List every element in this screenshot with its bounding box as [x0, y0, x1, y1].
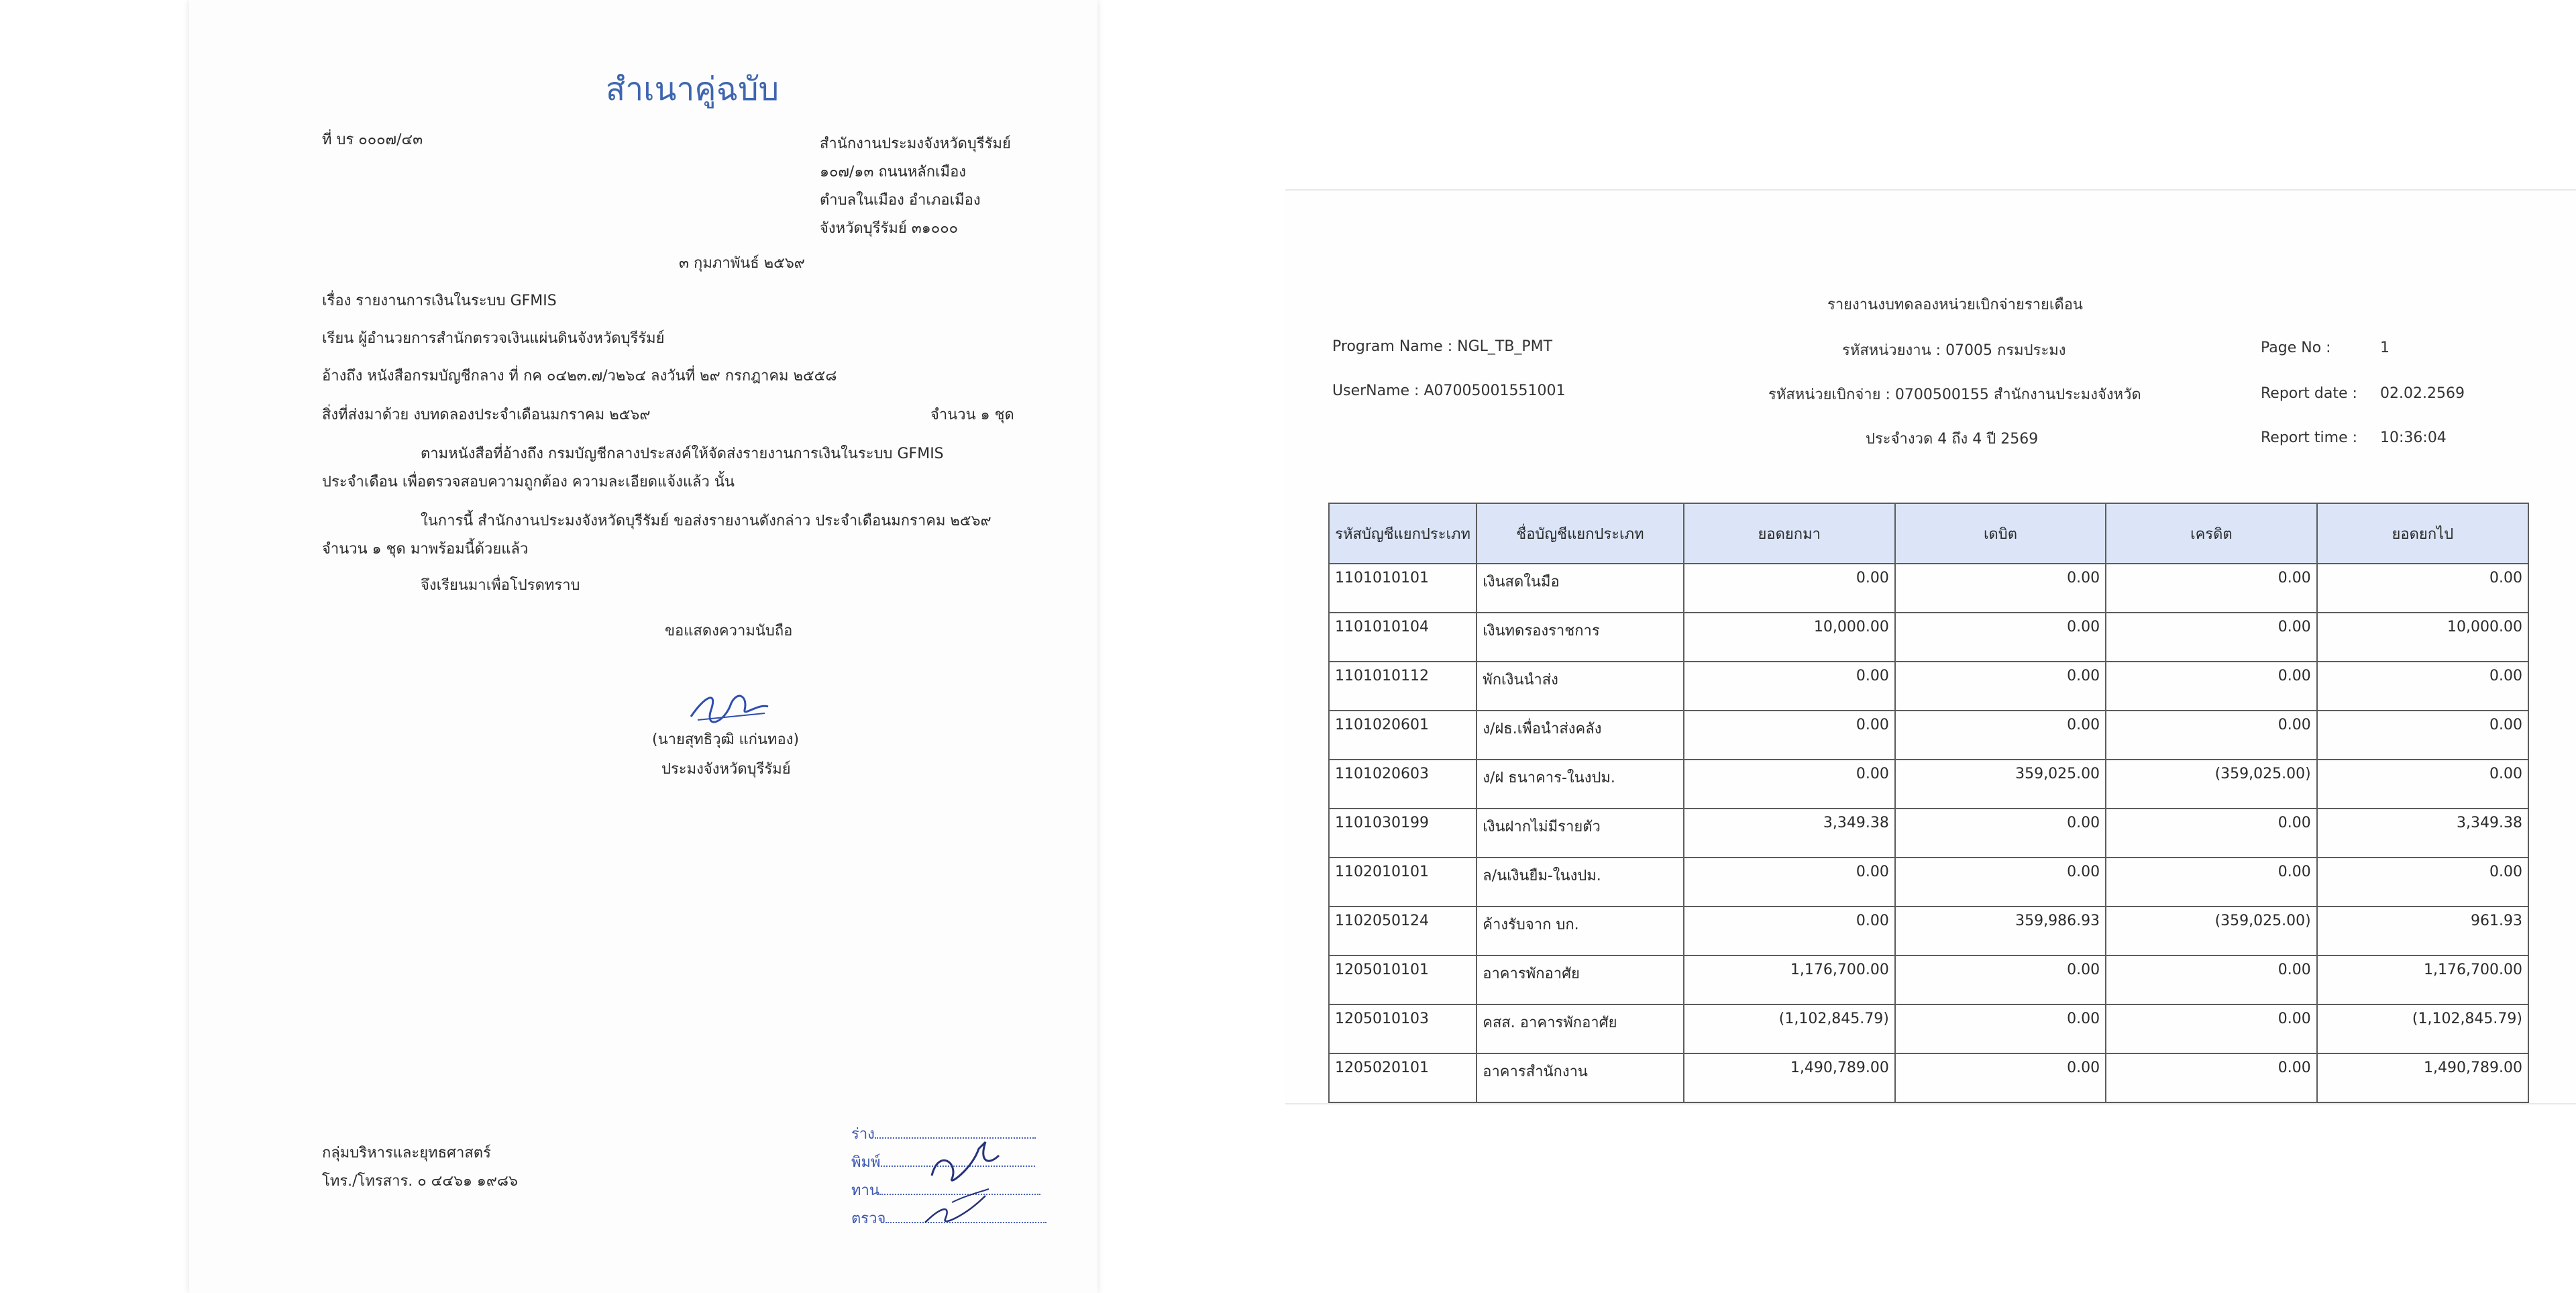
account-code-cell: 1101010104	[1329, 613, 1477, 662]
unit-code: รหัสหน่วยงาน : 07005 กรมประมง	[1842, 342, 2066, 359]
amount-cell: 0.00	[1684, 564, 1895, 613]
amount-cell: 0.00	[2106, 858, 2317, 907]
letter-reference: อ้างถึง หนังสือกรมบัญชีกลาง ที่ กค ๐๔๒๓.๗/ว๒๖๔ ลงวันที่ ๒๙ กรกฎาคม ๒๕๕๘	[322, 368, 837, 384]
mark-label: ทาน	[851, 1182, 879, 1199]
initials-scribble	[912, 1122, 1026, 1236]
copy-stamp-title: สำเนาคู่ฉบับ	[605, 70, 780, 108]
account-code-cell: 1101010112	[1329, 662, 1477, 711]
amount-cell: 0.00	[2106, 711, 2317, 760]
amount-cell: 359,986.93	[1895, 907, 2106, 955]
amount-cell: 961.93	[2317, 907, 2528, 955]
letter-recipient: เรียน ผู้อำนวยการสำนักตรวจเงินแผ่นดินจังหวัดบุรีรัมย์	[322, 330, 665, 347]
table-row	[1329, 760, 2528, 809]
closing: ขอแสดงความนับถือ	[665, 623, 793, 639]
account-name-cell: ง/ฝ ธนาคาร-ในงปม.	[1477, 760, 1683, 809]
paragraph-2-line-2: จำนวน ๑ ชุด มาพร้อมนี้ด้วยแล้ว	[322, 541, 529, 558]
amount-cell: 1,176,700.00	[1684, 955, 1895, 1004]
letter-enclosure: สิ่งที่ส่งมาด้วย งบทดลองประจำเดือนมกราคม ๒๕๖๙	[322, 407, 651, 423]
reference-number: ที่ บร ๐๐๐๗/๔๓	[322, 132, 423, 148]
mark-label: พิมพ์	[851, 1154, 881, 1171]
signer-title: ประมงจังหวัดบุรีรัมย์	[661, 761, 791, 778]
column-header: ยอดยกไป	[2317, 503, 2528, 564]
table-row	[1329, 907, 2528, 955]
amount-cell: 0.00	[1895, 1004, 2106, 1053]
report-time-value: 10:36:04	[2380, 429, 2447, 446]
amount-cell: 0.00	[1895, 711, 2106, 760]
column-header: รหัสบัญชีแยกประเภท	[1329, 503, 1477, 564]
address-line-4: จังหวัดบุรีรัมย์ ๓๑๐๐๐	[820, 220, 959, 237]
amount-cell: (359,025.00)	[2106, 760, 2317, 809]
amount-cell: 10,000.00	[2317, 613, 2528, 662]
account-code-cell: 1205010103	[1329, 1004, 1477, 1053]
disbursement-unit: รหัสหน่วยเบิกจ่าย : 0700500155 สำนักงานประมงจังหวัด	[1768, 386, 2141, 403]
amount-cell: 0.00	[1895, 955, 2106, 1004]
table-row	[1329, 711, 2528, 760]
table-row	[1329, 613, 2528, 662]
address-line-3: ตำบลในเมือง อำเภอเมือง	[820, 192, 981, 209]
page-label: Page No :	[2261, 340, 2331, 356]
table-row	[1329, 1053, 2528, 1102]
table-header-row	[1329, 503, 2528, 564]
table-row	[1329, 662, 2528, 711]
amount-cell: 0.00	[1684, 907, 1895, 955]
report-date-value: 02.02.2569	[2380, 385, 2465, 402]
account-code-cell: 1205010101	[1329, 955, 1477, 1004]
amount-cell: 0.00	[2106, 955, 2317, 1004]
table-row	[1329, 564, 2528, 613]
amount-cell: 10,000.00	[1684, 613, 1895, 662]
amount-cell: 0.00	[1895, 564, 2106, 613]
amount-cell: 1,490,789.00	[2317, 1053, 2528, 1102]
account-name-cell: ค้างรับจาก บก.	[1477, 907, 1683, 955]
amount-cell: 0.00	[1684, 760, 1895, 809]
account-code-cell: 1101010101	[1329, 564, 1477, 613]
amount-cell: 0.00	[2106, 662, 2317, 711]
column-header: ยอดยกมา	[1684, 503, 1895, 564]
letter-page	[189, 0, 1097, 1293]
amount-cell: 0.00	[1684, 858, 1895, 907]
account-code-cell: 1205020101	[1329, 1053, 1477, 1102]
amount-cell: 0.00	[2317, 711, 2528, 760]
account-code-cell: 1102050124	[1329, 907, 1477, 955]
mark-label: ตรวจ	[851, 1210, 886, 1227]
amount-cell: 0.00	[1895, 809, 2106, 858]
amount-cell: 0.00	[2106, 564, 2317, 613]
username: UserName : A07005001551001	[1332, 382, 1566, 399]
account-name-cell: เงินสดในมือ	[1477, 564, 1683, 613]
amount-cell: 1,490,789.00	[1684, 1053, 1895, 1102]
report-period: ประจำงวด 4 ถึง 4 ปี 2569	[1866, 431, 2039, 448]
paragraph-1-line-1: ตามหนังสือที่อ้างถึง กรมบัญชีกลางประสงค์ให้จัดส่งรายงานการเงินในระบบ GFMIS	[421, 446, 944, 462]
table-row	[1329, 1004, 2528, 1053]
paragraph-3: จึงเรียนมาเพื่อโปรดทราบ	[421, 577, 580, 594]
table-row	[1329, 858, 2528, 907]
amount-cell: 3,349.38	[2317, 809, 2528, 858]
amount-cell: (1,102,845.79)	[1684, 1004, 1895, 1053]
amount-cell: 0.00	[1895, 858, 2106, 907]
account-code-cell: 1101020603	[1329, 760, 1477, 809]
amount-cell: 0.00	[2106, 1053, 2317, 1102]
phone-fax: โทร./โทรสาร. ๐ ๔๔๖๑ ๑๙๘๖	[322, 1173, 518, 1190]
account-name-cell: คสส. อาคารพักอาศัย	[1477, 1004, 1683, 1053]
paragraph-2-line-1: ในการนี้ สำนักงานประมงจังหวัดบุรีรัมย์ ขอส่งรายงานดังกล่าว ประจำเดือนมกราคม ๒๕๖๙	[421, 513, 991, 529]
page-value: 1	[2380, 340, 2390, 356]
amount-cell: 0.00	[1895, 662, 2106, 711]
amount-cell: 0.00	[1895, 613, 2106, 662]
approval-marks	[851, 1122, 1046, 1235]
account-name-cell: เงินทดรองราชการ	[1477, 613, 1683, 662]
account-name-cell: อาคารพักอาศัย	[1477, 955, 1683, 1004]
enclosure-quantity: จำนวน ๑ ชุด	[930, 407, 1014, 423]
amount-cell: 3,349.38	[1684, 809, 1895, 858]
amount-cell: 0.00	[2317, 760, 2528, 809]
account-code-cell: 1102010101	[1329, 858, 1477, 907]
report-title: รายงานงบทดลองหน่วยเบิกจ่ายรายเดือน	[1827, 297, 2083, 313]
amount-cell: 0.00	[2317, 564, 2528, 613]
column-header: ชื่อบัญชีแยกประเภท	[1477, 503, 1683, 564]
signature-image	[684, 683, 778, 730]
report-page	[1285, 189, 2576, 1104]
letter-subject: เรื่อง รายงานการเงินในระบบ GFMIS	[322, 293, 557, 309]
column-header: เดบิต	[1895, 503, 2106, 564]
report-date-label: Report date :	[2261, 385, 2357, 402]
amount-cell: (1,102,845.79)	[2317, 1004, 2528, 1053]
account-name-cell: พักเงินนำส่ง	[1477, 662, 1683, 711]
amount-cell: 0.00	[2317, 662, 2528, 711]
amount-cell: 0.00	[2106, 613, 2317, 662]
amount-cell: 0.00	[1895, 1053, 2106, 1102]
amount-cell: 359,025.00	[1895, 760, 2106, 809]
amount-cell: (359,025.00)	[2106, 907, 2317, 955]
amount-cell: 0.00	[1684, 662, 1895, 711]
program-name: Program Name : NGL_TB_PMT	[1332, 338, 1553, 355]
trial-balance-table	[1328, 503, 2529, 1103]
table-row	[1329, 955, 2528, 1004]
report-time-label: Report time :	[2261, 429, 2358, 446]
signer-name: (นายสุทธิวุฒิ แก่นทอง)	[652, 731, 800, 748]
column-header: เครดิต	[2106, 503, 2317, 564]
account-name-cell: เงินฝากไม่มีรายตัว	[1477, 809, 1683, 858]
account-name-cell: ง/ฝธ.เพื่อนำส่งคลัง	[1477, 711, 1683, 760]
account-name-cell: อาคารสำนักงาน	[1477, 1053, 1683, 1102]
address-line-2: ๑๐๗/๑๓ ถนนหลักเมือง	[820, 164, 967, 180]
amount-cell: 0.00	[2106, 809, 2317, 858]
amount-cell: 1,176,700.00	[2317, 955, 2528, 1004]
mark-label: ร่าง	[851, 1126, 875, 1143]
amount-cell: 0.00	[2317, 858, 2528, 907]
amount-cell: 0.00	[1684, 711, 1895, 760]
paragraph-1-line-2: ประจำเดือน เพื่อตรวจสอบความถูกต้อง ความละเอียดแจ้งแล้ว นั้น	[322, 474, 735, 490]
account-code-cell: 1101030199	[1329, 809, 1477, 858]
department: กลุ่มบริหารและยุทธศาสตร์	[322, 1145, 491, 1161]
amount-cell: 0.00	[2106, 1004, 2317, 1053]
account-name-cell: ล/นเงินยืม-ในงปม.	[1477, 858, 1683, 907]
address-line-1: สำนักงานประมงจังหวัดบุรีรัมย์	[820, 136, 1011, 152]
table-row	[1329, 809, 2528, 858]
account-code-cell: 1101020601	[1329, 711, 1477, 760]
letter-date: ๓ กุมภาพันธ์ ๒๕๖๙	[679, 255, 805, 272]
